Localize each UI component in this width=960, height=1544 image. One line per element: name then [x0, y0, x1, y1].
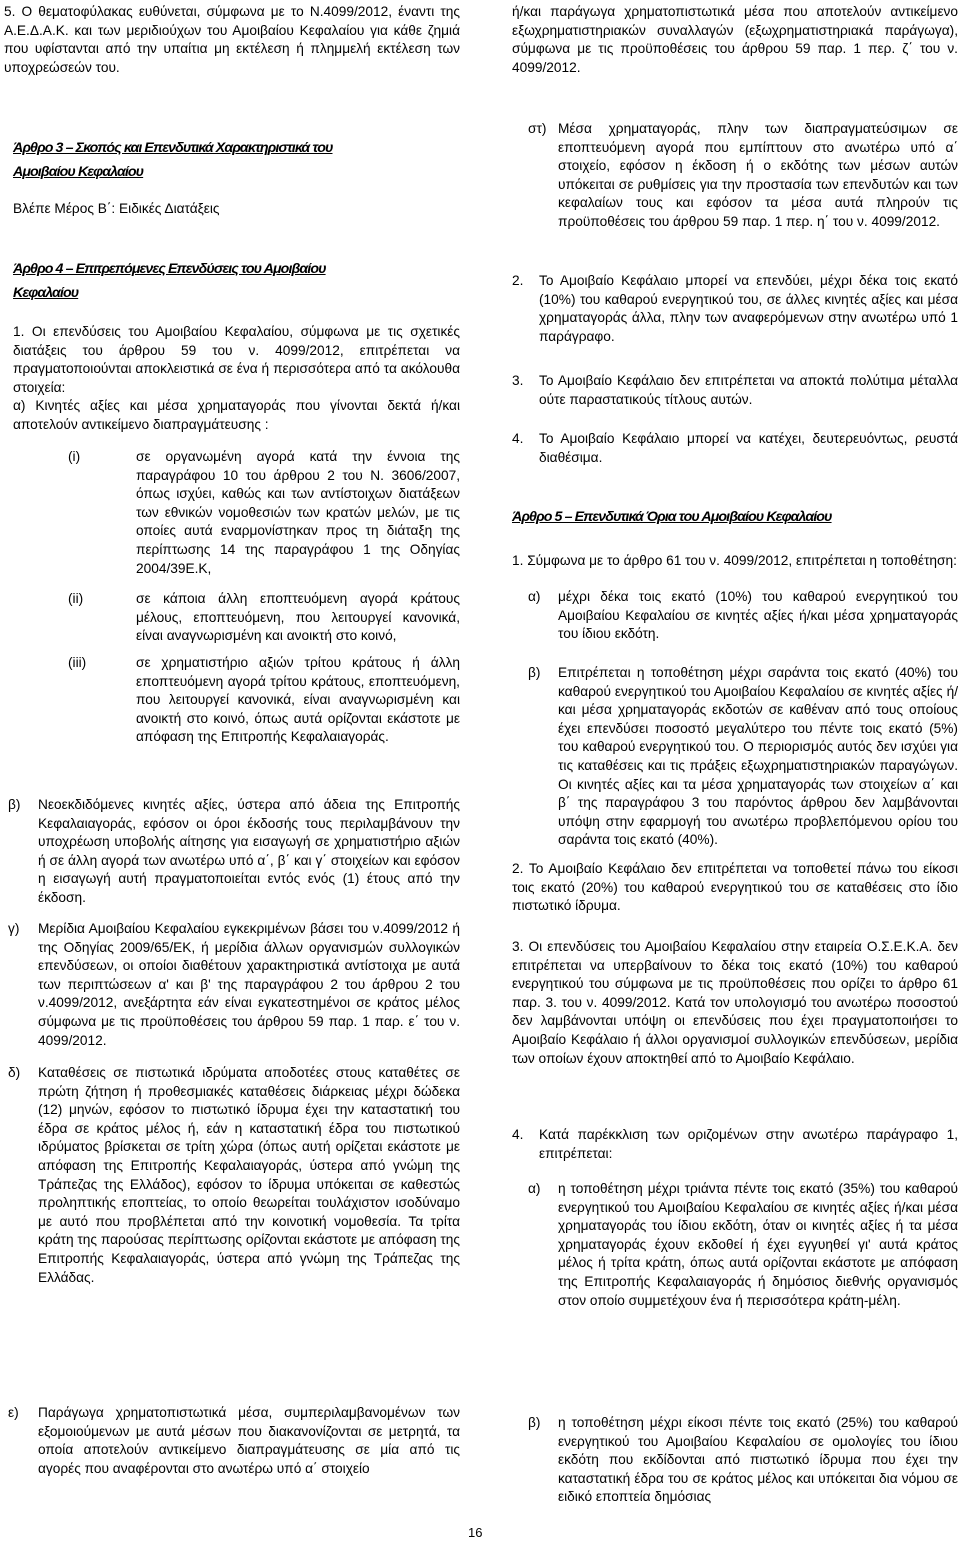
item-st	[558, 120, 958, 232]
paragraph-4	[539, 430, 958, 467]
subitem-i	[136, 448, 460, 578]
subitem-ii	[136, 590, 460, 646]
list-label: γ)	[8, 921, 20, 936]
limit-2	[512, 860, 958, 916]
heading-line: Άρθρο 5 – Επενδυτικά Όρια του Αμοιβαίου Κεφαλαίου	[512, 509, 832, 525]
limit-4b	[558, 1414, 958, 1507]
list-label: 4.	[512, 431, 524, 446]
list-label: στ)	[528, 121, 547, 136]
list-label: 3.	[512, 373, 524, 388]
page-number: 16	[468, 1525, 483, 1540]
list-label: 4.	[512, 1127, 524, 1142]
paragraph-text: σε χρηματιστήριο αξιών τρίτου κράτους ή άλλη εποπτευόμενη αγορά τρίτου κράτους, εποπτευόμενη, που λειτουργεί κανονικά, είναι αναγνωρισμένη και ανοικτή στο κοινό, όπως αυτά ορίζονται εκάστοτε με απόφαση της Επιτροπής Κεφαλαιαγοράς.	[136, 655, 460, 745]
paragraph-text: 3. Οι επενδύσεις του Αμοιβαίου Κεφαλαίου στην εταιρεία Ο.Σ.Ε.Κ.Α. δεν επιτρέπεται να υπερβαίνουν το δέκα τοις εκατό (10%) του καθαρού ενεργητικού του σύμφωνα με τις προϋποθέσεις που ορίζει το άρθρο 61 παρ. 3. του ν. 4099/2012. Κατά τον υπολογισμό του ανωτέρω ποσοστού δεν λαμβάνονται υπόψη οι επενδύσεις που έχει πραγματοποιήσει το Αμοιβαίο Κεφάλαιο ή άλλοι οργανισμοί συλλογικών επενδύσεων, μερίδια των οποίων έχουν αποκτηθεί από το Αμοιβαίο Κεφάλαιο.	[512, 939, 958, 1066]
list-label: (iii)	[68, 655, 87, 670]
paragraph-text: Μερίδια Αμοιβαίου Κεφαλαίου εγκεκριμένων βάσει του ν.4099/2012 ή της Οδηγίας 2009/65/ΕΚ, ή μερίδια άλλων οργανισμών συλλογικών επενδύσεων, οι οποίοι διαθέτουν χαρακτηριστικά αντίστοιχα με αυτά των περιπτώσεων α' και β' της παραγράφου 2 του άρθρου 2 του ν.4099/2012, ανεξάρτητα εάν είναι εγκατεστημένοι σε κράτος μέλος σύμφωνα με τις προϋποθέσεις του άρθρου 59 παρ. 1 παρ. ε΄ του ν. 4099/2012.	[38, 921, 460, 1048]
paragraph-text: 1. Οι επενδύσεις του Αμοιβαίου Κεφαλαίου, σύμφωνα με τις σχετικές διατάξεις του άρθρου 59 του ν. 4099/2012, επιτρέπεται να πραγματοποιούνται αποκλειστικά σε ένα ή περισσότερα από τα ακόλουθα στοιχεία:	[13, 324, 460, 395]
paragraph-text: α) Κινητές αξίες και μέσα χρηματαγοράς που γίνονται δεκτά ή/και αποτελούν αντικείμενο διαπραγμάτευσης :	[13, 398, 460, 432]
paragraph-text: η τοποθέτηση μέχρι τριάντα πέντε τοις εκατό (35%) του καθαρού ενεργητικού του Αμοιβαίου Κεφαλαίου σε κινητές αξίες ή/και μέσα χρηματαγοράς του ίδιου εκδότη, όταν οι κινητές αξίες ή τα μέσα χρηματαγοράς έχουν εκδοθεί ή έχει εγγυηθεί γι' αυτά κράτος μέλος ή τρίτα κράτη, όπως αυτά ορίζονται εκάστοτε με απόφαση της Επιτροπής Κεφαλαιαγοράς ή δημόσιος διεθνής οργανισμός στον οποίο συμμετέχουν ένα ή περισσότερα κράτη-μέλη.	[558, 1181, 958, 1308]
list-label: β)	[8, 797, 21, 812]
paragraph-text: Κατά παρέκκλιση των οριζομένων στην ανωτέρω παράγραφο 1, επιτρέπεται:	[539, 1127, 958, 1161]
heading-line: Κεφαλαίου	[13, 285, 79, 301]
list-label: (ii)	[68, 591, 84, 606]
limit-4a	[558, 1180, 958, 1310]
paragraph-3	[539, 372, 958, 409]
list-label: α)	[528, 589, 541, 604]
heading-line: Άρθρο 3 – Σκοπός και Επενδυτικά Χαρακτηριστικά του	[13, 140, 333, 156]
limit-1b	[558, 664, 958, 850]
limit-3	[512, 938, 958, 1068]
paragraph-text: Νεοεκδιδόμενες κινητές αξίες, ύστερα από άδεια της Επιτροπής Κεφαλαιαγοράς, εφόσον οι όροι έκδοσής τους περιλαμβάνουν την υποχρέωση υποβολής αίτησης για εισαγωγή σε χρηματιστήριο αξιών ή σε άλλη αγορά των ανωτέρω υπό α΄, β΄ και γ΄ στοιχείων και εφόσον η εισαγωγή αυτή πραγματοποιείται εντός ενός (1) έτους από την έκδοση.	[38, 797, 460, 905]
paragraph-text: Μέσα χρηματαγοράς, πλην των διαπραγματεύσιμων σε εποπτευόμενη αγορά που εμπίπτουν στο ανωτέρω υπό α΄ στοιχείο, εφόσον η έκδοση ή ο εκδότης των μέσων αυτών υπόκειται σε ρυθμίσεις για την προστασία των επενδυτών και των κεφαλαίων τους και εφόσον τα μέσα αυτά πληρούν τις προϋποθέσεις του άρθρου 59 παρ. 1 περ. η΄ του ν. 4099/2012.	[558, 121, 958, 229]
list-label: ε)	[8, 1405, 19, 1420]
paragraph-text: Το Αμοιβαίο Κεφάλαιο μπορεί να κατέχει, δευτερευόντως, ρευστά διαθέσιμα.	[539, 431, 958, 465]
heading-line: Άρθρο 4 – Επιτρεπόμενες Επενδύσεις του Αμοιβαίου	[13, 261, 326, 277]
continued-text	[512, 3, 958, 77]
paragraph-text: η τοποθέτηση μέχρι είκοσι πέντε τοις εκατό (25%) του καθαρού ενεργητικού του Αμοιβαίου Κεφαλαίου σε ομολογίες του ίδιου εκδότη που εκδίδονται από πιστωτικό ίδρυμα που έχει την καταστατική έδρα του σε κράτος μέλος και υπόκειται δια νόμου σε ειδικό εποπτεία δημόσιας	[558, 1415, 958, 1505]
limit-1a	[558, 588, 958, 644]
article-4-heading	[13, 257, 463, 305]
limit-1	[512, 552, 958, 571]
subitem-iii	[136, 654, 460, 747]
paragraph-text: σε κάποια άλλη εποπτευόμενη αγορά κράτους μέλους, εποπτευόμενη, που λειτουργεί κανονικά, είναι αναγνωρισμένη και ανοικτή στο κοινό,	[136, 591, 460, 644]
item-d	[38, 1064, 460, 1287]
paragraph-text: Βλέπε Μέρος Β΄: Ειδικές Διατάξεις	[13, 201, 220, 216]
article-4-paragraph-1	[13, 323, 460, 435]
paragraph-text: 1. Σύμφωνα με το άρθρο 61 του ν. 4099/2012, επιτρέπεται η τοποθέτηση:	[512, 553, 957, 568]
paragraph-text: σε οργανωμένη αγορά κατά την έννοια της παραγράφου 10 του άρθρου 2 του Ν. 3606/2007, όπως ισχύει, καθώς και των αντίστοιχων διατάξεων των εθνικών νομοθεσιών των κρατών μελών, με τις οποίες αυτά εναρμονίστηκαν προς τη διάταξη της περίπτωσης 14 της παραγράφου 1 της Οδηγίας 2004/39Ε.Κ,	[136, 449, 460, 576]
paragraph-text: Παράγωγα χρηματοπιστωτικά μέσα, συμπεριλαμβανομένων των εξομοιούμενων με αυτά μέσων που διακανονίζονται σε μετρητά, τα οποία αποτελούν αντικείμενο διαπραγμάτευσης σε μία από τις αγορές που αναφέρονται στο ανωτέρω υπό α΄ στοιχείο	[38, 1405, 460, 1476]
list-label: δ)	[8, 1065, 21, 1080]
list-label: α)	[528, 1181, 541, 1196]
item-e	[38, 1404, 460, 1478]
paragraph-text: μέχρι δέκα τοις εκατό (10%) του καθαρού ενεργητικού του Αμοιβαίου Κεφαλαίου σε κινητές αξίες ή/και μέσα χρηματαγοράς του ίδιου εκδότη.	[558, 589, 958, 642]
paragraph-text: 2. Το Αμοιβαίο Κεφάλαιο δεν επιτρέπεται να τοποθετεί πάνω του είκοσι τοις εκατό (20%) του καθαρού ενεργητικού του σε καταθέσεις στο ίδιο πιστωτικό ίδρυμα.	[512, 861, 958, 914]
article-3-heading	[13, 136, 463, 184]
paragraph-text: Επιτρέπεται η τοποθέτηση μέχρι σαράντα τοις εκατό (40%) του καθαρού ενεργητικού του Αμοιβαίου Κεφαλαίου σε κινητές αξίες ή/και μέσα χρηματαγοράς εκδοτών σε καθέναν από τους οποίους έχει επενδύσει ποσοστό μεγαλύτερο του πέντε τοις εκατό (5%) του καθαρού ενεργητικού του. Ο περιορισμός αυτός δεν ισχύει για τις καταθέσεις και τις πράξεις εξωχρηματιστηριακών παραγώγων. Οι κινητές αξίες και τα μέσα χρηματαγοράς των στοιχείων α΄ και β΄ της παραγράφου 3 του παρόντος άρθρου δεν λαμβάνονται υπόψη στην εφαρμογή του ανωτέρω προβλεπόμενου ορίου του σαράντα τοις εκατό (40%).	[558, 665, 958, 848]
heading-line: Αμοιβαίου Κεφαλαίου	[13, 164, 144, 180]
paragraph-text: ή/και παράγωγα χρηματοπιστωτικά μέσα που αποτελούν αντικείμενο εξωχρηματιστηριακών συναλλαγών (εξωχρηματιστηριακά παράγωγα), σύμφωνα με τις προϋποθέσεις του άρθρου 59 παρ. 1 περ. ζ΄ του ν. 4099/2012.	[512, 4, 958, 75]
list-label: β)	[528, 665, 541, 680]
paragraph-text: Το Αμοιβαίο Κεφάλαιο μπορεί να επενδύει, μέχρι δέκα τοις εκατό (10%) του καθαρού ενεργητικού του, σε άλλες κινητές αξίες και μέσα χρηματαγοράς άλλα, πλην των αναφερόμενων στην ανωτέρω υπό 1 παράγραφο.	[539, 273, 958, 344]
item-g	[38, 920, 460, 1050]
paragraph-item-5	[4, 3, 460, 77]
list-label: 2.	[512, 273, 524, 288]
list-label: (i)	[68, 449, 81, 464]
limit-4	[539, 1126, 958, 1163]
article-3-text	[13, 200, 453, 219]
paragraph-text: Καταθέσεις σε πιστωτικά ιδρύματα αποδοτέες στους καταθέτες σε πρώτη ζήτηση ή προθεσμιακές καταθέσεις διάρκειας μέχρι δώδεκα (12) μηνών, εφόσον το πιστωτικό ίδρυμα έχει την καταστατική του έδρα σε κράτος μέλος ή, εάν η καταστατική έδρα του πιστωτικού ιδρύματος βρίσκεται σε τρίτη χώρα (όπως αυτή ορίζεται εκάστοτε με απόφαση της Επιτροπής Κεφαλαιαγοράς, ύστερα από γνώμη της Τράπεζας της Ελλάδος), εφόσον το ίδρυμα υπόκειται σε καθεστώς προληπτικής εποπτείας, το οποίο θεωρείται τουλάχιστον ισοδύναμο με αυτό που προβλέπεται από την κοινοτική νομοθεσία. Τα τρίτα κράτη της παρούσας περίπτωσης ορίζονται εκάστοτε με απόφαση της Επιτροπής Κεφαλαιαγοράς, ύστερα από γνώμη της Τράπεζας της Ελλάδας.	[38, 1065, 460, 1285]
paragraph-2	[539, 272, 958, 346]
paragraph-text: Το Αμοιβαίο Κεφάλαιο δεν επιτρέπεται να αποκτά πολύτιμα μέταλλα ούτε παραστατικούς τίτλους αυτών.	[539, 373, 958, 407]
list-label: β)	[528, 1415, 541, 1430]
article-5-heading	[512, 505, 958, 529]
paragraph-text: 5. Ο θεματοφύλακας ευθύνεται, σύμφωνα με το Ν.4099/2012, έναντι της Α.Ε.Δ.Α.Κ. και των μεριδιούχων του Αμοιβαίου Κεφαλαίου για κάθε ζημιά που υφίστανται από την υπαίτια μη εκτέλεση ή πλημμελή εκτέλεση των υποχρεώσεών του.	[4, 4, 460, 75]
item-b	[38, 796, 460, 908]
